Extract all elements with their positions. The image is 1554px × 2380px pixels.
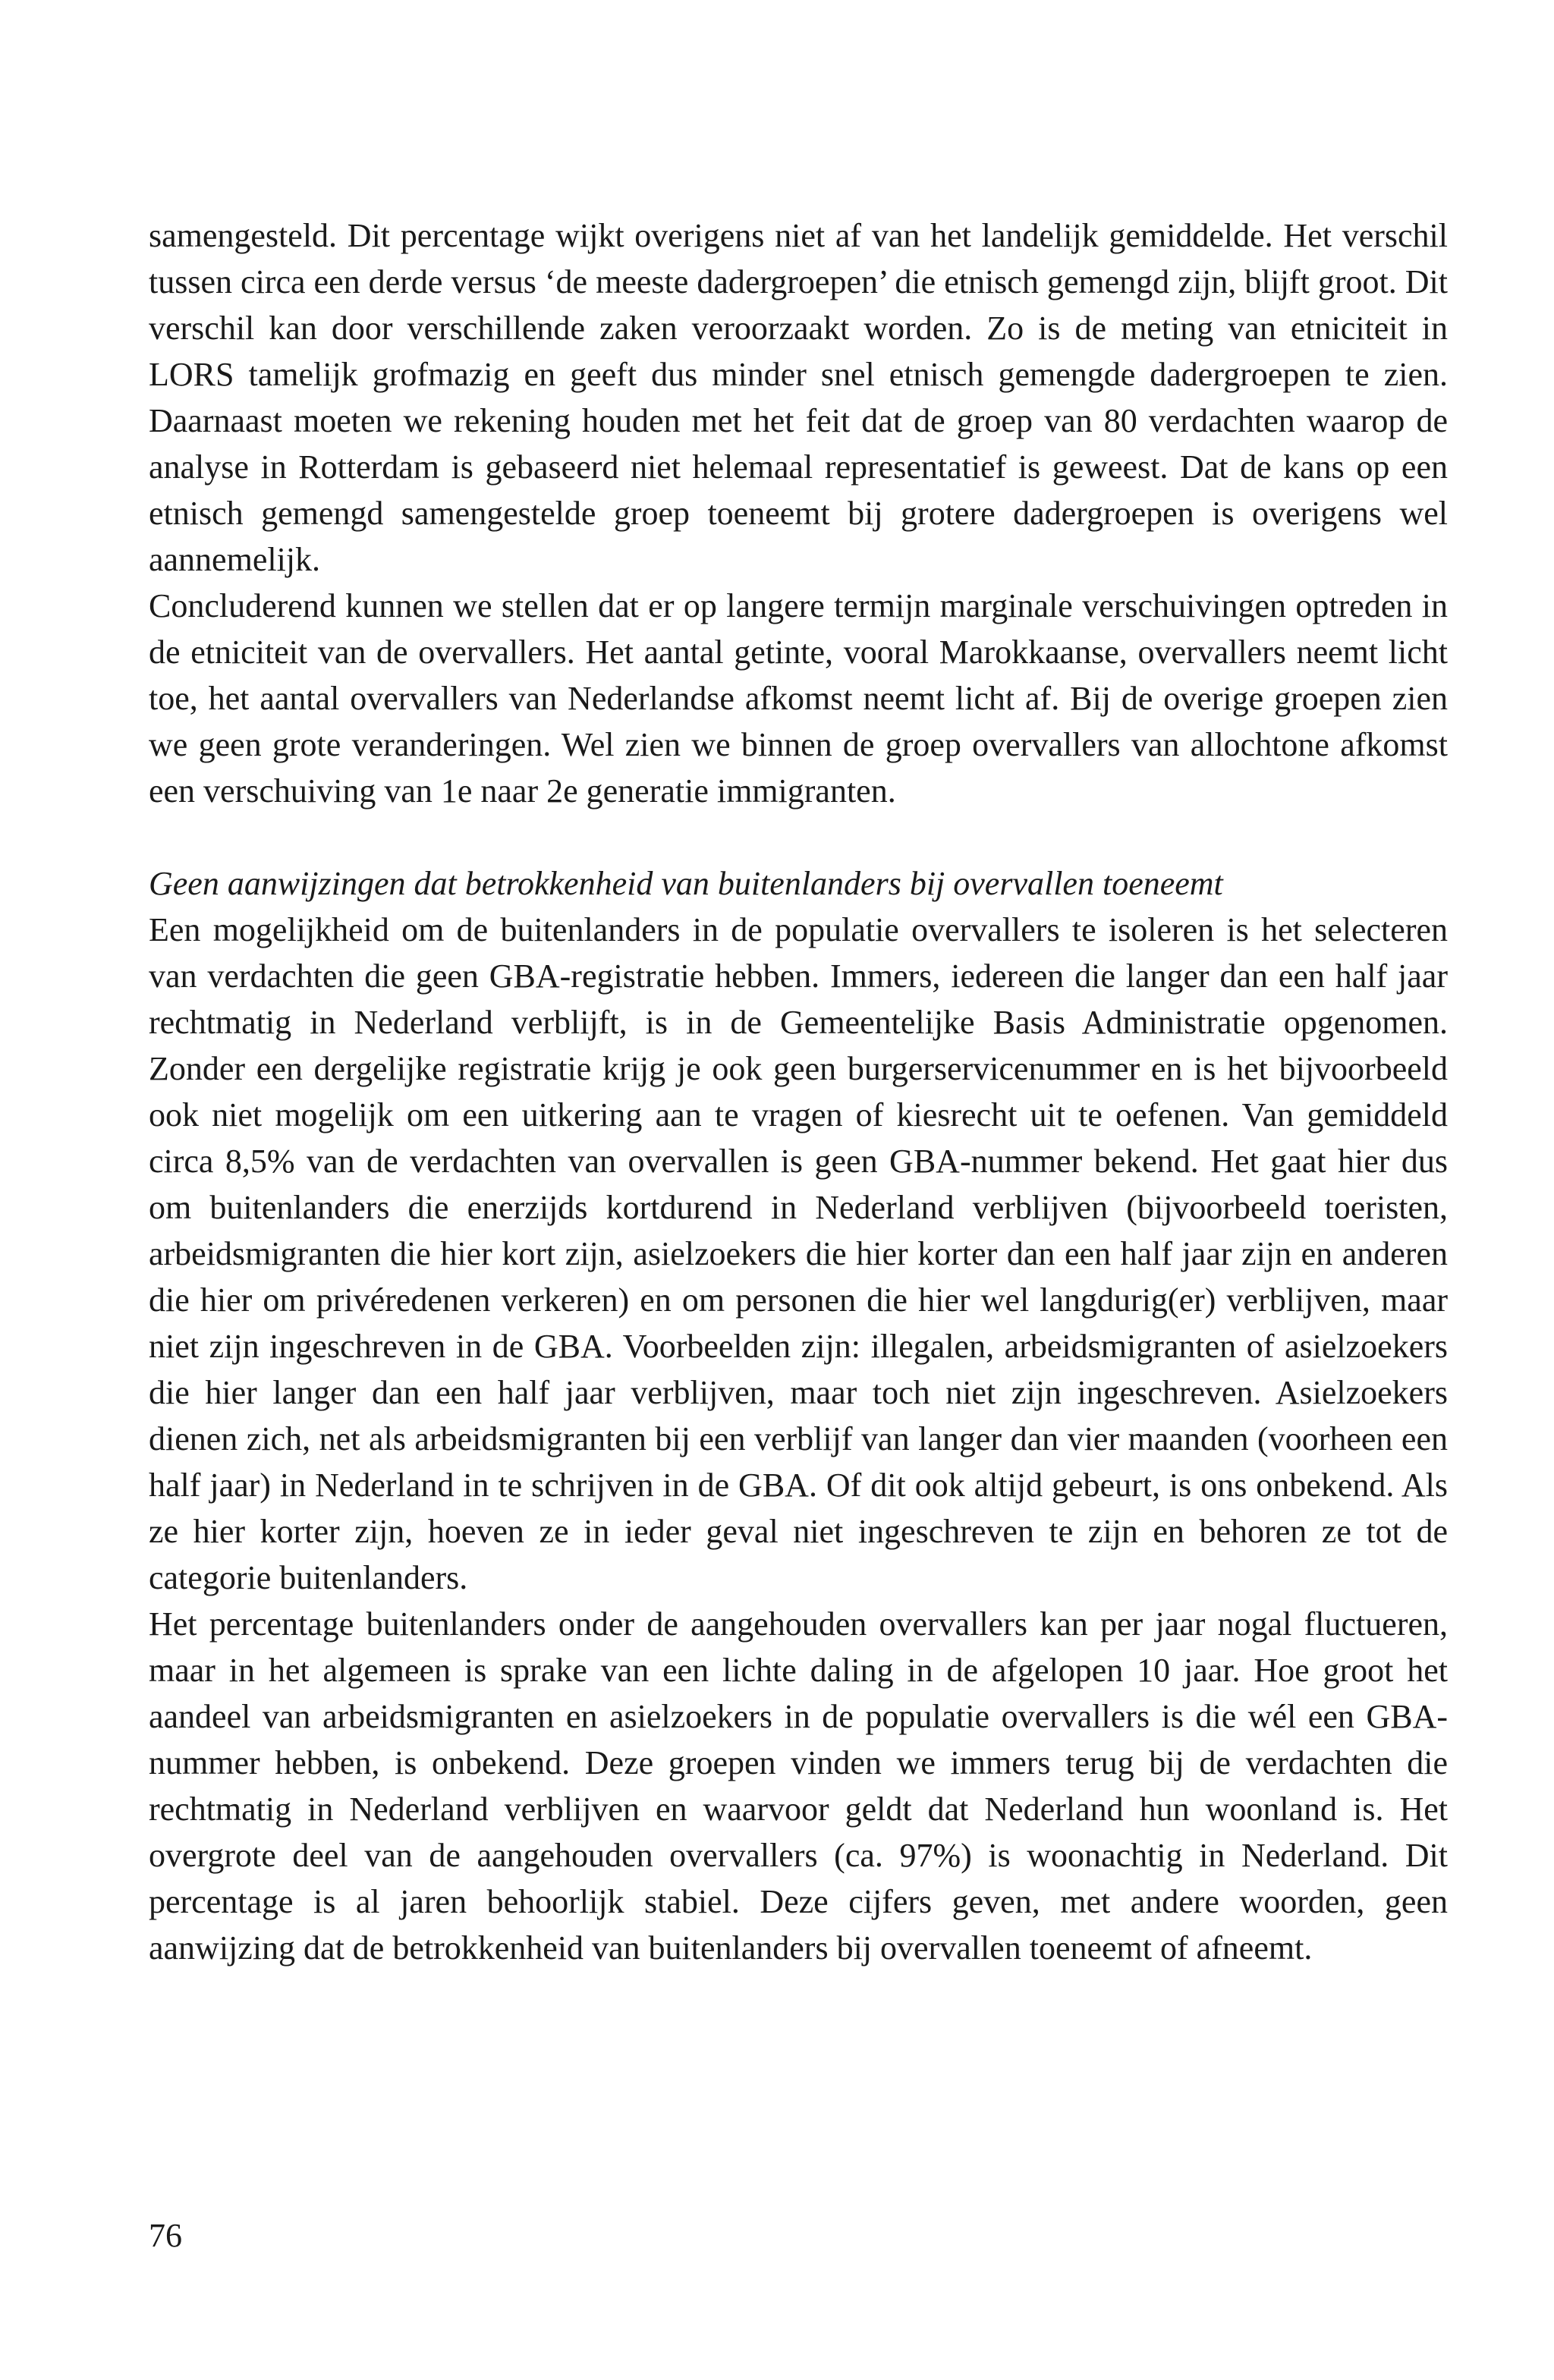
page-body bbox=[149, 212, 1448, 1971]
paragraph-continued: samengesteld. Dit percentage wijkt overigens niet af van het landelijk gemiddelde. Het verschil tussen circa een derde versus ‘de meeste dadergroepen’ die etnisch gemengd zijn, blijft groot. Dit verschil kan door verschillende zaken veroorzaakt worden. Zo is de meting van etniciteit in LORS tamelijk grofmazig en geeft dus minder snel etnisch gemengde dadergroepen te zien. Daarnaast moeten we rekening houden met het feit dat de groep van 80 verdachten waarop de analyse in Rotterdam is gebaseerd niet helemaal representatief is geweest. Dat de kans op een etnisch gemengd samengestelde groep toeneemt bij grotere dadergroepen is overigens wel aannemelijk. bbox=[149, 217, 1448, 578]
page-number: 76 bbox=[149, 2217, 182, 2254]
paragraph-gba-registration: Een mogelijkheid om de buitenlanders in de populatie overvallers te isoleren is het selecteren van verdachten die geen GBA-registratie hebben. Immers, iedereen die langer dan een half jaar rechtmatig in Nederland verblijft, is in de Gemeentelijke Basis Administratie opgenomen. Zonder een dergelijke registratie krijg je ook geen burgerservicenummer en is het bijvoorbeeld ook niet mogelijk om een uitkering aan te vragen of kiesrecht uit te oefenen. Van gemiddeld circa 8,5% van de verdachten van overvallen is geen GBA-nummer bekend. Het gaat hier dus om buitenlanders die enerzijds kortdurend in Nederland verblijven (bijvoorbeeld toeristen, arbeidsmigranten die hier kort zijn, asielzoekers die hier korter dan een half jaar zijn en anderen die hier om privéredenen verkeren) en om personen die hier wel langdurig(er) verblijven, maar niet zijn ingeschreven in de GBA. Voorbeelden zijn: illegalen, arbeidsmigranten of asielzoekers die hier langer dan een half jaar verblijven, maar toch niet zijn ingeschreven. Asielzoekers dienen zich, net als arbeidsmigranten bij een verblijf van langer dan vier maanden (voorheen een half jaar) in Nederland in te schrijven in de GBA. Of dit ook altijd gebeurt, is ons onbekend. Als ze hier korter zijn, hoeven ze in ieder geval niet ingeschreven te zijn en behoren ze tot de categorie buitenlanders. bbox=[149, 911, 1448, 1596]
paragraph-conclusion: Concluderend kunnen we stellen dat er op langere termijn marginale verschuivingen optreden in de etniciteit van de overvallers. Het aantal getinte, vooral Marokkaanse, overvallers neemt licht toe, het aantal overvallers van Nederlandse afkomst neemt licht af. Bij de overige groepen zien we geen grote veranderingen. Wel zien we binnen de groep overvallers van allochtone afkomst een verschuiving van 1e naar 2e generatie immigranten. bbox=[149, 587, 1448, 810]
section-heading: Geen aanwijzingen dat betrokkenheid van buitenlanders bij overvallen toeneemt bbox=[149, 865, 1223, 902]
paragraph-foreigner-percentage: Het percentage buitenlanders onder de aangehouden overvallers kan per jaar nogal fluctueren, maar in het algemeen is sprake van een lichte daling in de afgelopen 10 jaar. Hoe groot het aandeel van arbeidsmigranten en asielzoekers in de populatie overvallers is die wél een GBA-nummer hebben, is onbekend. Deze groepen vinden we immers terug bij de verdachten die rechtmatig in Nederland verblijven en waarvoor geldt dat Nederland hun woonland is. Het overgrote deel van de aangehouden overvallers (ca. 97%) is woonachtig in Nederland. Dit percentage is al jaren behoorlijk stabiel. Deze cijfers geven, met andere woorden, geen aanwijzing dat de betrokkenheid van buitenlanders bij overvallen toeneemt of afneemt. bbox=[149, 1605, 1448, 1967]
